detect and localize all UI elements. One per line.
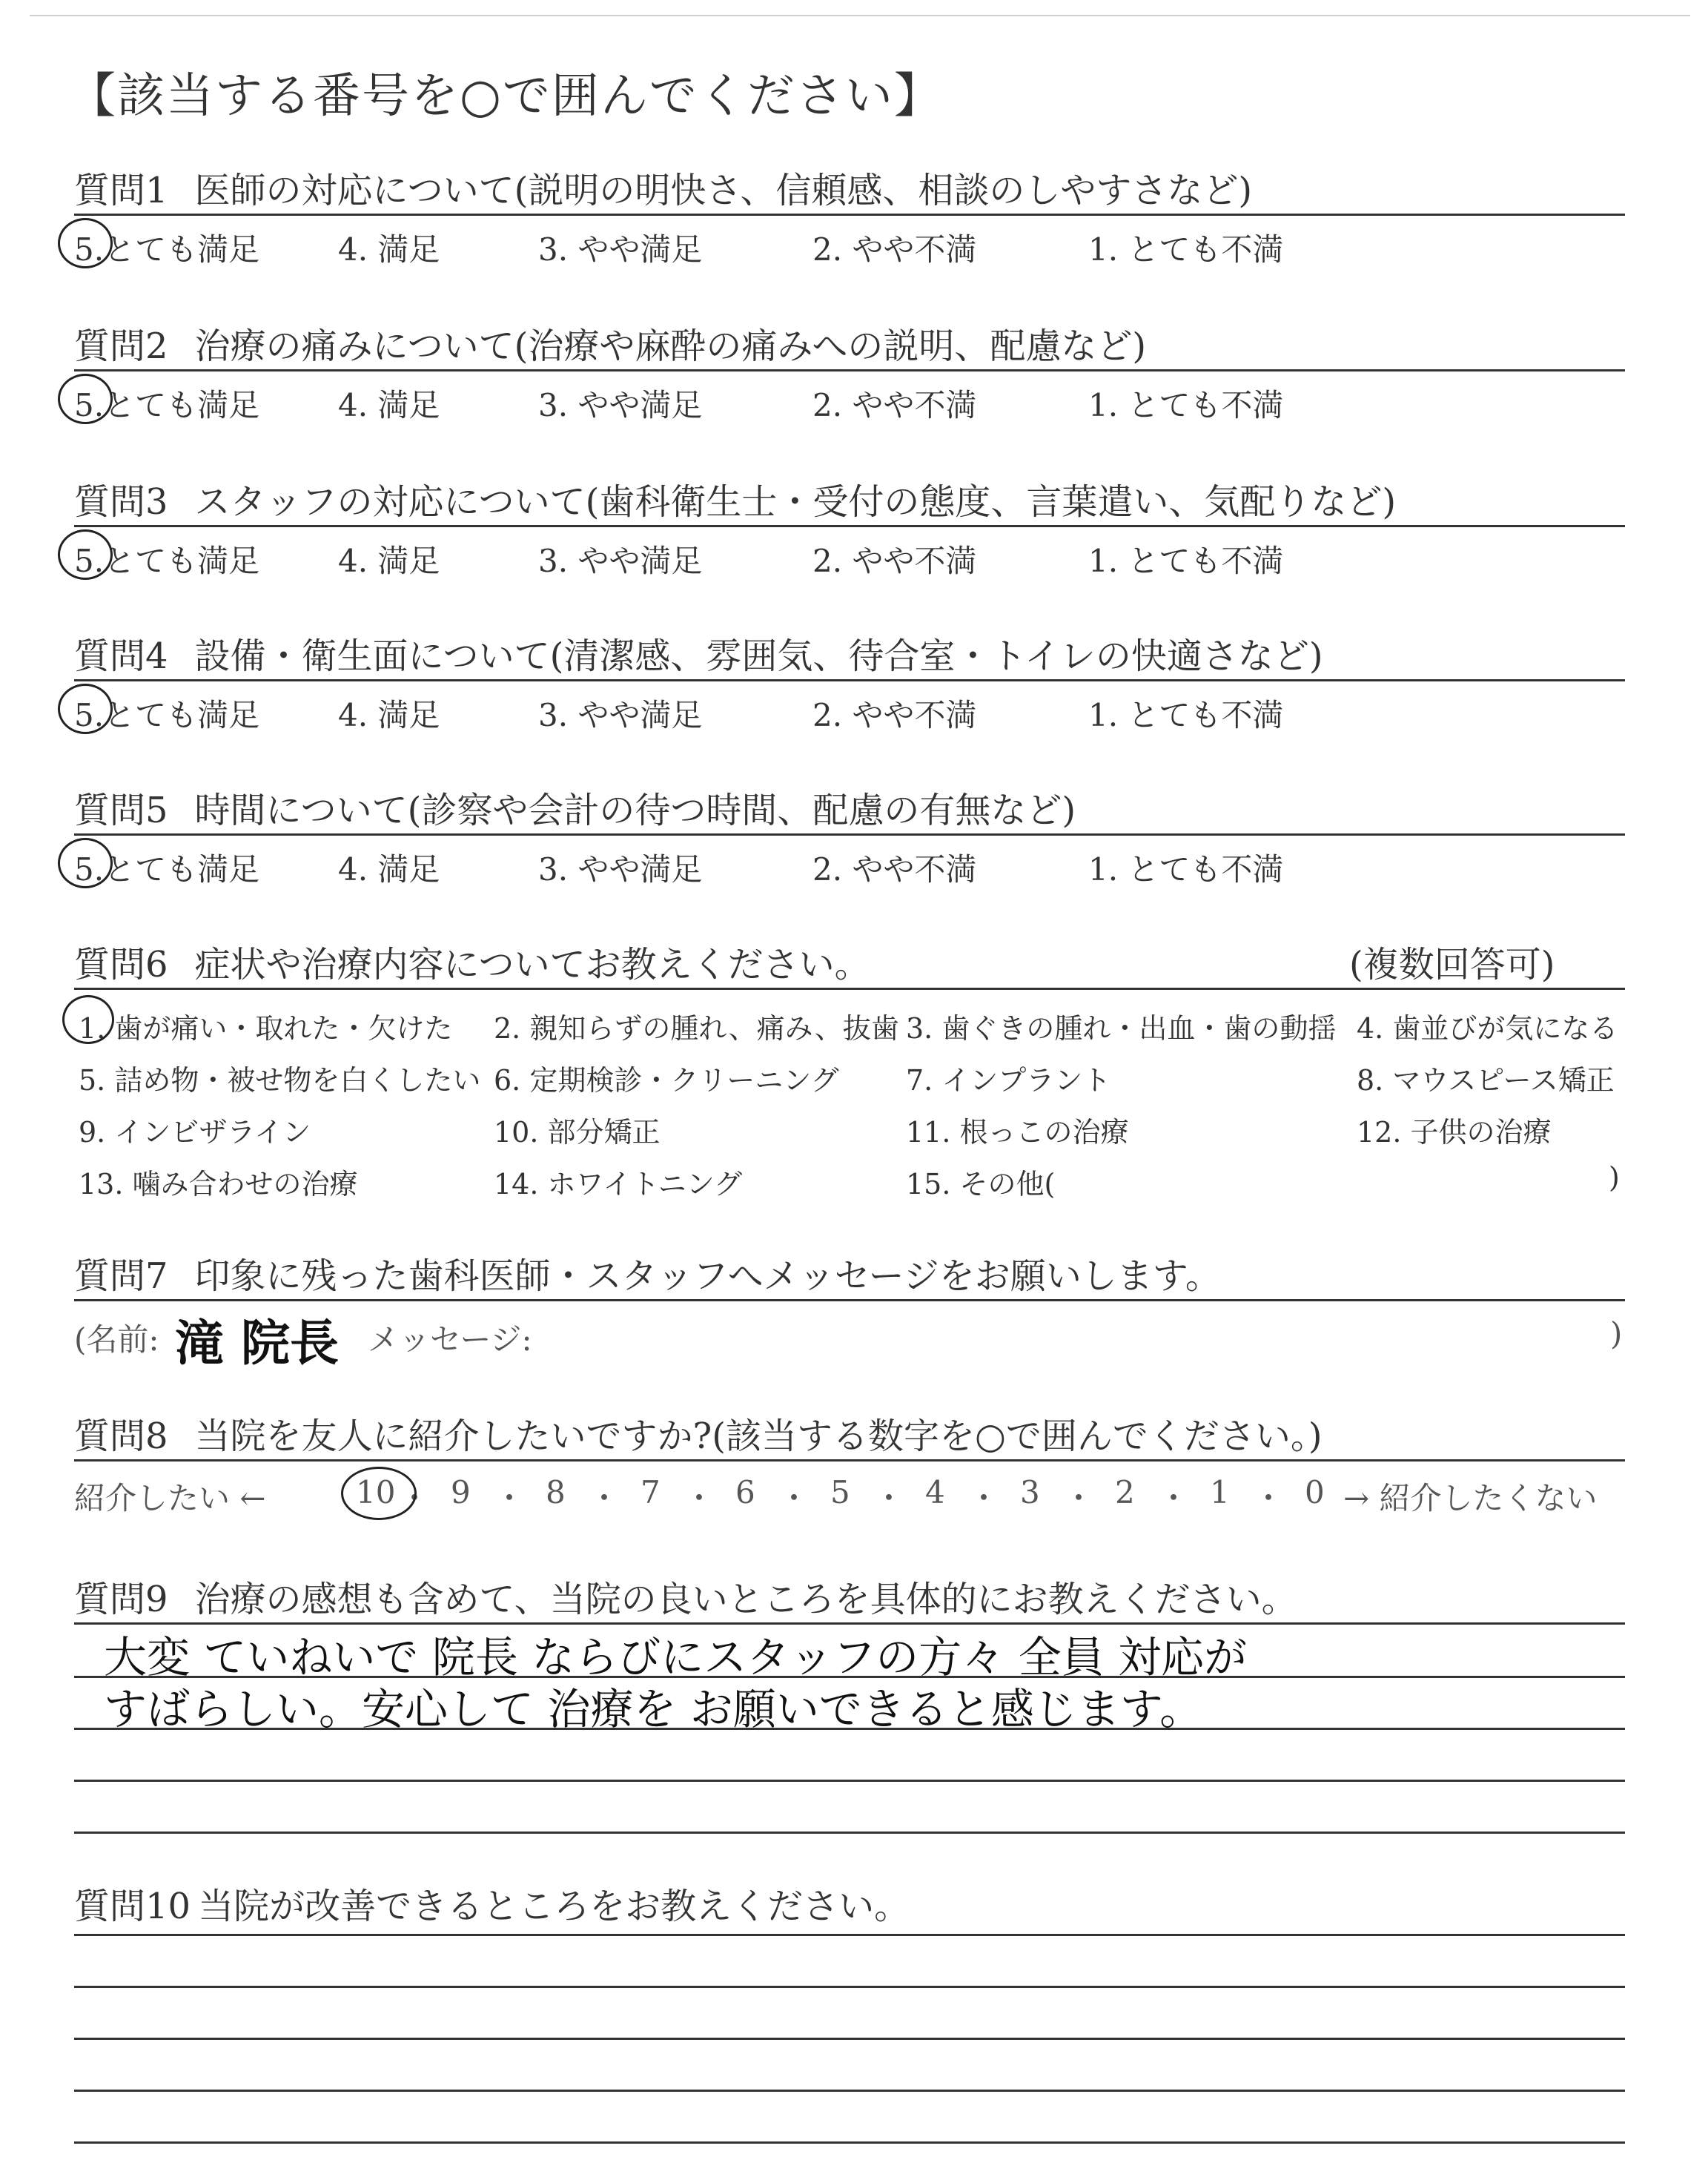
question-7: [74, 1247, 1625, 1372]
symptom-option[interactable]: 2. 親知らずの腫れ、痛み、抜歯: [494, 1012, 899, 1045]
symptom-option[interactable]: 3. 歯ぐきの腫れ・出血・歯の動揺: [906, 1012, 1337, 1045]
question-text: 当院を友人に紹介したいですか?(該当する数字を○で囲んでください。): [194, 1416, 1323, 1457]
recommend-right-label: → 紹介したくない: [1343, 1480, 1598, 1516]
rating-option[interactable]: 1. とても不満: [1088, 543, 1284, 579]
scale-separator-dot: ・: [968, 1480, 1000, 1516]
selection-circle: [58, 374, 113, 424]
question-rule: [74, 988, 1625, 990]
rating-option[interactable]: 5.とても満足: [74, 851, 260, 888]
symptom-option[interactable]: 4. 歯並びが気になる: [1357, 1012, 1618, 1045]
writing-line: [74, 1986, 1625, 1988]
writing-line: [74, 1832, 1625, 1834]
recommend-score-option[interactable]: 1: [1210, 1474, 1230, 1510]
symptom-option[interactable]: 13. 噛み合わせの治療: [79, 1168, 358, 1200]
rating-option[interactable]: 3. やや満足: [538, 231, 703, 268]
recommend-score-option[interactable]: 8: [546, 1474, 566, 1510]
recommend-score-option[interactable]: 5: [830, 1474, 850, 1510]
multiple-answer-note: (複数回答可): [1349, 944, 1555, 985]
symptom-option[interactable]: 14. ホワイトニング: [494, 1168, 743, 1200]
recommend-scale: [74, 1474, 1625, 1519]
symptom-option[interactable]: 10. 部分矯正: [494, 1116, 661, 1149]
symptom-option[interactable]: 15. その他(: [906, 1168, 1056, 1200]
handwritten-name[interactable]: 滝 院長: [175, 1315, 339, 1372]
question-6: [74, 936, 1625, 1203]
symptom-option[interactable]: 9. インビザライン: [79, 1116, 311, 1149]
rating-options: [74, 845, 1625, 890]
rating-options: [74, 225, 1625, 270]
rating-options: [74, 381, 1625, 426]
question-number: 質問1: [74, 170, 168, 211]
recommend-score-option[interactable]: 3: [1020, 1474, 1040, 1510]
question-text: 医師の対応について(説明の明快さ、信頼感、相談のしやすさなど): [194, 170, 1253, 211]
rating-option[interactable]: 3. やや満足: [538, 543, 703, 579]
symptom-option[interactable]: 11. 根っこの治療: [906, 1116, 1129, 1149]
recommend-left-label: 紹介したい ←: [74, 1480, 266, 1516]
question-text: 時間について(診察や会計の待つ時間、配慮の有無など): [194, 790, 1076, 831]
recommend-score-option[interactable]: 4: [925, 1474, 945, 1510]
writing-line: [74, 1934, 1625, 1936]
question-9: [74, 1571, 1625, 1620]
symptom-option[interactable]: 7. インプラント: [906, 1064, 1111, 1097]
question-rule: [74, 1299, 1625, 1301]
symptom-options: [74, 1005, 1625, 1213]
writing-line: [74, 1780, 1625, 1782]
scale-separator-dot: ・: [1253, 1480, 1285, 1516]
close-paren: ): [1609, 1161, 1620, 1194]
rating-option[interactable]: 4. 満足: [338, 543, 440, 579]
question-number: 質問3: [74, 481, 168, 523]
symptom-option[interactable]: 5. 詰め物・被せ物を白くしたい: [79, 1064, 481, 1097]
selection-circle: [341, 1467, 417, 1520]
rating-option[interactable]: 1. とても不満: [1088, 231, 1284, 268]
selection-circle: [58, 529, 113, 580]
handwritten-answer-line[interactable]: 大変 ていねいで 院長 ならびにスタッフの方々 全員 対応が: [104, 1632, 1248, 1682]
selection-circle: [58, 218, 113, 268]
answer-lines-q9: [74, 1616, 1625, 1839]
rating-option[interactable]: 1. とても不満: [1088, 387, 1284, 423]
question-8: [74, 1407, 1625, 1519]
rating-option[interactable]: 1. とても不満: [1088, 851, 1284, 888]
question-3: [74, 473, 1625, 584]
recommend-score-option[interactable]: 6: [735, 1474, 755, 1510]
rating-option[interactable]: 5.とても満足: [74, 697, 260, 733]
writing-line: [74, 2141, 1625, 2144]
scale-separator-dot: ・: [1063, 1480, 1095, 1516]
symptom-option[interactable]: 6. 定期検診・クリーニング: [494, 1064, 839, 1097]
question-rule: [74, 525, 1625, 527]
question-number: 質問8: [74, 1416, 168, 1457]
question-text: 症状や治療内容についてお教えください。: [194, 944, 870, 985]
scale-separator-dot: ・: [399, 1480, 431, 1516]
question-rule: [74, 679, 1625, 681]
rating-option[interactable]: 4. 満足: [338, 851, 440, 888]
question-number: 質問6: [74, 944, 168, 985]
rating-option[interactable]: 4. 満足: [338, 387, 440, 423]
question-text: スタッフの対応について(歯科衛生士・受付の態度、言葉遣い、気配りなど): [194, 481, 1397, 523]
scale-separator-dot: ・: [1158, 1480, 1190, 1516]
question-text: 設備・衛生面について(清潔感、雰囲気、待合室・トイレの快適さなど): [194, 635, 1323, 677]
message-label: メッセージ:: [368, 1321, 532, 1358]
question-number: 質問2: [74, 326, 168, 367]
question-4: [74, 627, 1625, 739]
rating-option[interactable]: 2. やや不満: [812, 697, 977, 733]
rating-option[interactable]: 2. やや不満: [812, 851, 977, 888]
scale-separator-dot: ・: [589, 1480, 620, 1516]
question-text: 当院が改善できるところをお教えください。: [198, 1886, 910, 1927]
rating-option[interactable]: 3. やや満足: [538, 851, 703, 888]
rating-option[interactable]: 4. 満足: [338, 697, 440, 733]
recommend-score-option[interactable]: 10: [356, 1474, 396, 1510]
rating-option[interactable]: 5.とても満足: [74, 231, 260, 268]
scale-separator-dot: ・: [873, 1480, 905, 1516]
rating-options: [74, 691, 1625, 736]
question-1: [74, 162, 1625, 273]
symptom-option[interactable]: 12. 子供の治療: [1357, 1116, 1552, 1149]
scale-separator-dot: ・: [494, 1480, 526, 1516]
question-rule: [74, 833, 1625, 836]
rating-option[interactable]: 3. やや満足: [538, 697, 703, 733]
question-text: 印象に残った歯科医師・スタッフへメッセージをお願いします。: [194, 1255, 1221, 1297]
question-5: [74, 782, 1625, 893]
symptom-option[interactable]: 1. 歯が痛い・取れた・欠けた: [79, 1012, 453, 1045]
question-rule: [74, 369, 1625, 371]
question-text: 治療の感想も含めて、当院の良いところを具体的にお教えください。: [194, 1579, 1297, 1620]
rating-option[interactable]: 5.とても満足: [74, 387, 260, 423]
page-title: 【該当する番号を○で囲んでください】: [68, 69, 943, 124]
rating-option[interactable]: 5.とても満足: [74, 543, 260, 579]
question-number: 質問4: [74, 635, 168, 677]
scale-separator-dot: ・: [683, 1480, 715, 1516]
question-rule: [74, 214, 1625, 216]
recommend-score-option[interactable]: 2: [1115, 1474, 1135, 1510]
question-number: 質問5: [74, 790, 168, 831]
question-10: [74, 1877, 1625, 1927]
selection-circle: [62, 995, 114, 1044]
question-number: 質問9: [74, 1579, 168, 1620]
rating-option[interactable]: 2. やや不満: [812, 543, 977, 579]
rating-option[interactable]: 3. やや満足: [538, 387, 703, 423]
writing-line: [74, 2090, 1625, 2092]
symptom-option[interactable]: 8. マウスピース矯正: [1357, 1064, 1615, 1097]
rating-option[interactable]: 2. やや不満: [812, 231, 977, 268]
rating-option[interactable]: 2. やや不満: [812, 387, 977, 423]
selection-circle: [58, 838, 113, 888]
rating-options: [74, 537, 1625, 581]
selection-circle: [58, 684, 113, 734]
question-rule: [74, 1459, 1625, 1462]
question-number: 質問7: [74, 1255, 168, 1297]
question-text: 治療の痛みについて(治療や麻酔の痛みへの説明、配慮など): [194, 326, 1147, 367]
scale-separator-dot: ・: [778, 1480, 810, 1516]
answer-lines-q10: [74, 1928, 1625, 2150]
top-border: [30, 15, 1690, 16]
handwritten-answer-line[interactable]: すばらしい。安心して 治療を お願いできると感じます。: [104, 1684, 1203, 1734]
recommend-score-option[interactable]: 9: [451, 1474, 471, 1510]
name-label: (名前:: [74, 1321, 159, 1358]
close-paren: ): [1610, 1315, 1623, 1352]
question-2: [74, 317, 1625, 429]
recommend-score-option[interactable]: 7: [640, 1474, 661, 1510]
rating-option[interactable]: 1. とても不満: [1088, 697, 1284, 733]
recommend-score-option[interactable]: 0: [1305, 1474, 1325, 1510]
question-number: 質問10: [74, 1886, 191, 1927]
rating-option[interactable]: 4. 満足: [338, 231, 440, 268]
writing-line: [74, 2038, 1625, 2040]
